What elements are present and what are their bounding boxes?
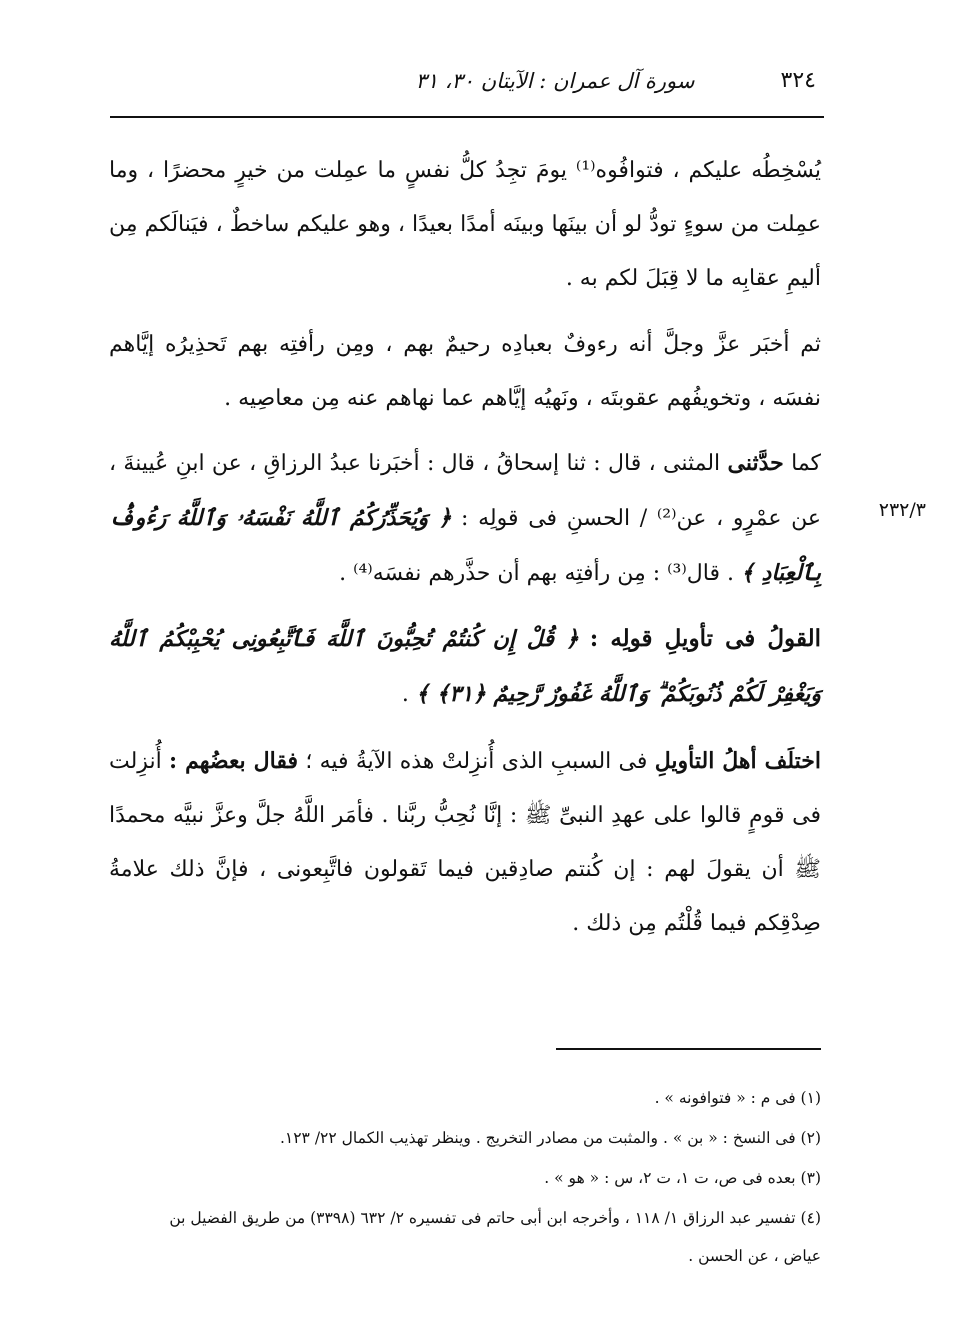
paragraph-5-bold-2: فقال بعضُهم : bbox=[169, 748, 298, 774]
paragraph-3-body: المثنى ، قال : ثنا إسحاقُ ، قال : أخبَرنا عبدُ الرزاقِ ، عن ابنِ عُيينةَ ، عن عمْرٍو ، عن⁽²⁾ / الحسنِ فى قولِه : bbox=[109, 451, 821, 531]
header-divider bbox=[110, 116, 824, 118]
paragraph-5 bbox=[109, 734, 821, 958]
page-number: ٣٢٤ bbox=[780, 68, 816, 93]
paragraph-3 bbox=[109, 436, 821, 604]
footnote-2: (٢) فى النسخ : « بن » . والمثبت من مصادر التخريج . وينظر تهذيب الكمال ٢٢/ ١٢٣. bbox=[279, 1129, 821, 1147]
paragraph-5-bold-1: اختلَف أهلُ التأويلِ bbox=[654, 748, 822, 774]
paragraph-4-heading bbox=[109, 612, 821, 724]
tafsir-heading: القولُ فى تأويلِ قولِه : bbox=[589, 625, 821, 652]
running-header-title: سورة آل عمران : الآيتان ٣٠، ٣١ bbox=[415, 69, 695, 93]
paragraph-1: يُسْخِطُه عليكم ، فتوافُوه⁽¹⁾ يومَ تجِدُ كلُّ نفسٍ ما عمِلت من خيرٍ محضرًا ، وما عمِلت من سوءٍ تودُّ لو أن بينَها وبينَه أمدًا بعيدًا ، وهو عليكم ساخطٌ ، فيَنالَكم مِن أليمِ عقابِه ما لا قِبَلَ لكم به . bbox=[109, 158, 821, 291]
paragraph-2: ثم أخبَر عزَّ وجلَّ أنه رءوفٌ بعبادِه رحيمٌ بهم ، ومِن رأفتِه بهم تَحذِيرُه إيَّاهم نفسَه ، وتخويفُهم عقوبتَه ، ونَهيُه إيَّاهم عما نهاهم عنه مِن معاصِيه . bbox=[109, 332, 821, 411]
footnote-divider bbox=[556, 1048, 821, 1050]
paragraph-3-tail: . قال⁽³⁾ : مِن رأفتِه بهم أن حذَّرهم نفسَه⁽⁴⁾ . bbox=[339, 561, 734, 586]
quran-verse-30: ﴿ وَيُحَذِّرُكُمُ ٱللَّهُ نَفْسَهُۥ وَٱللَّهُ رَءُوفُۢ بِٱلْعِبَادِ ﴾ bbox=[109, 505, 821, 586]
footnote-1: (١) فى م : « فتوافونه » . bbox=[654, 1089, 821, 1107]
footnote-4-continued: عياض ، عن الحسن . bbox=[688, 1247, 821, 1265]
footnote-4: (٤) تفسير عبد الرزاق ١/ ١١٨ ، وأخرجه ابن أبى حاتم فى تفسيره ٢/ ٦٣٢ (٣٣٩٨) من طريق الفضيل بن bbox=[169, 1209, 821, 1227]
footnote-3: (٣) بعده فى ص، ت ١، ت ٢، س : « هو » . bbox=[544, 1169, 821, 1187]
quran-verse-31: ﴿ قُلْ إِن كُنتُمْ تُحِبُّونَ ٱللَّهَ فَٱتَّبِعُونِى يُحْبِبْكُمُ ٱللَّهُ وَيَغْفِرْ لَكُمْ ذُنُوبَكُمْ ۗ وَٱللَّهُ غَفُورٌ رَّحِيمٌ ﴿٣١﴾ ﴾ bbox=[109, 626, 821, 707]
paragraph-3-bold: حدَّثنى bbox=[727, 450, 784, 476]
paragraph-3-lead: كما bbox=[791, 451, 822, 476]
paragraph-4-tail: . bbox=[401, 682, 409, 707]
paragraph-5-body-1: فى السببِ الذى أُنزِلتْ هذه الآيةُ فيه ؛ bbox=[305, 749, 648, 774]
paragraph-5-body-2: أُنزِلت فى قومٍ قالوا على عهدِ النبىِّ ﷺ : إنَّا نُحِبُّ ربَّنا . فأمَر اللَّهُ جلَّ وعزَّ نبيَّه محمدًا ﷺ أن يقولَ لهم : إن كُنتم صادِقين فيما تَقولون فاتَّبِعونى ، فإنَّ ذلك علامةُ صِدْقِكم فيما قُلْتُم مِن ذلك . bbox=[109, 749, 821, 936]
margin-reference: ٢٣٢/٣ bbox=[878, 499, 926, 521]
